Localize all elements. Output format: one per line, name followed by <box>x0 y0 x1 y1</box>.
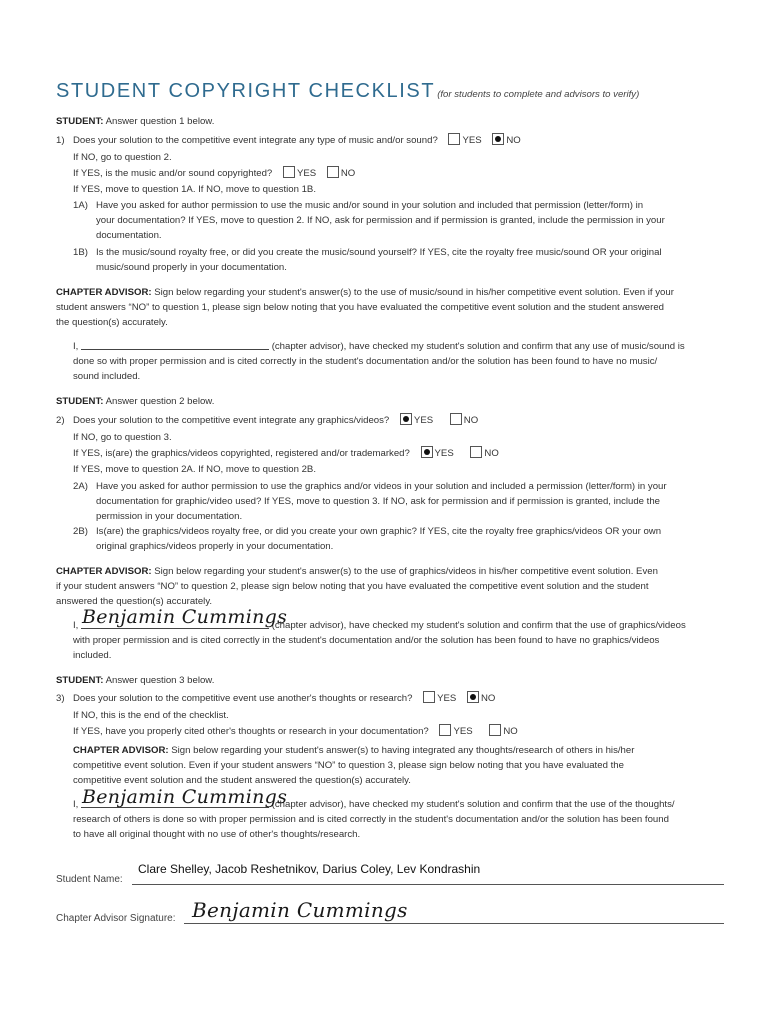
q1a-number: 1A) <box>73 200 88 211</box>
q1-question: Does your solution to the competitive event integrate any type of music and/or sound? <box>73 135 438 146</box>
q1-no-label: NO <box>506 135 521 146</box>
s1-student-instruction <box>56 114 214 130</box>
q3-no-label: NO <box>480 693 496 704</box>
q1-sub-yes-checkbox[interactable] <box>283 166 295 178</box>
q2a-line-2: documentation for graphic/video used? If YES, move to question 3. If NO, ask for permission and if permission is granted, include the <box>96 496 661 507</box>
s2-cert-text-1: (chapter advisor), have checked my student's solution and confirm that the use of graphics/videos <box>271 620 686 631</box>
s3-advisor-text-1: Sign below regarding your student's answer(s) to having integrated any thoughts/research of others in his/her <box>171 745 635 756</box>
q1-sub-yes-label: YES <box>296 168 317 179</box>
q2-number: 2) <box>56 415 65 426</box>
s1-cert-text-1: (chapter advisor), have checked my student's solution and confirm that any use of music/sound is <box>271 341 685 352</box>
student-label: STUDENT: <box>56 116 104 127</box>
q2-sub-no-checkbox[interactable] <box>470 446 482 458</box>
s2-advisor-line-3: answered the question(s) accurately. <box>56 596 213 607</box>
q1-yes-checkbox[interactable] <box>448 133 460 145</box>
student-label: STUDENT: <box>56 396 104 407</box>
s3-advisor-signature: Benjamin Cummings <box>82 786 288 808</box>
advisor-signature-label: Chapter Advisor Signature: <box>56 913 176 924</box>
s1-advisor-line-3: the question(s) accurately. <box>56 317 168 328</box>
s3-advisor-line-3: competitive event solution and the student answered the question(s) accurately. <box>73 775 411 786</box>
q2-if-yes-move: If YES, move to question 2A. If NO, move to question 2B. <box>73 464 316 475</box>
q2-yes-checkbox[interactable] <box>400 413 412 425</box>
s1-instruction-text: Answer question 1 below. <box>105 116 215 127</box>
q1-if-yes-move: If YES, move to question 1A. If NO, move to question 1B. <box>73 184 316 195</box>
q3-question: Does your solution to the competitive event use another's thoughts or research? <box>73 693 413 704</box>
q3-sub-no-label: NO <box>503 726 518 737</box>
q1a-line-2: your documentation? If YES, move to question 2. If NO, ask for permission and if permission is granted, include the permission in your <box>96 215 665 226</box>
q2b-line-1: Is(are) the graphics/videos royalty free, or did you create your own graphic? If YES, cite the royalty free graphics/videos OR your own <box>96 526 662 537</box>
q2a-number: 2A) <box>73 481 88 492</box>
student-label: STUDENT: <box>56 675 104 686</box>
s1-cert-i: I, <box>73 341 79 352</box>
q3-sub-no-checkbox[interactable] <box>489 724 501 736</box>
title-row <box>56 80 639 103</box>
q1-number: 1) <box>56 135 65 146</box>
q2a-line-1: Have you asked for author permission to use the graphics and/or videos in your solution and included a permission (letter/form) in your <box>96 481 667 492</box>
q2a-line-3: permission in your documentation. <box>96 511 243 522</box>
s2-student-instruction <box>56 394 214 410</box>
advisor-label: CHAPTER ADVISOR: <box>56 287 152 298</box>
s2-advisor-line-1 <box>56 564 658 580</box>
student-name-field[interactable] <box>132 884 724 885</box>
s3-cert-line-3: to have all original thought with no use of other's thoughts/research. <box>73 829 361 840</box>
q3-sub-yes-checkbox[interactable] <box>439 724 451 736</box>
s1-advisor-line-2: student answers “NO” to question 1, please sign below noting that you have evaluated the competitive event solution and the student answered <box>56 302 664 313</box>
q1-row <box>56 133 65 149</box>
q2b-number: 2B) <box>73 526 88 537</box>
s1-advisor-text-1: Sign below regarding your student's answer(s) to the use of music/sound in his/her competitive event solution. Even if your <box>154 287 674 298</box>
q2-sub-yes-label: YES <box>434 448 454 459</box>
q1-question-row <box>73 133 521 149</box>
q1b-line-1: Is the music/sound royalty free, or did you create the music/sound yourself? If YES, cite the royalty free music/sound OR your original <box>96 247 662 258</box>
q2-sub-question-row <box>73 446 499 462</box>
s3-cert-line-2: research of others is done so with proper permission and is cited correctly in the student's documentation and/or the solution has been found <box>73 814 669 825</box>
s3-instruction-text: Answer question 3 below. <box>105 675 215 686</box>
s2-advisor-signature: Benjamin Cummings <box>82 606 288 628</box>
q3-no-checkbox[interactable] <box>467 691 479 703</box>
q3-yes-checkbox[interactable] <box>423 691 435 703</box>
q2-question-row <box>73 413 478 429</box>
q3-sub-question: If YES, have you properly cited other's thoughts or research in your documentation? <box>73 726 429 737</box>
s2-advisor-line-2: if your student answers “NO” to question 2, please sign below noting that you have evaluated the competitive event solution and the student <box>56 581 649 592</box>
s2-cert-line-2: with proper permission and is cited correctly in the student's documentation and/or the solution has been found to have no graphics/videos <box>73 635 660 646</box>
s3-advisor-line-1 <box>73 743 634 759</box>
q1-if-no: If NO, go to question 2. <box>73 152 172 163</box>
s1-advisor-signature-blank[interactable] <box>81 349 269 350</box>
s2-advisor-text-1: Sign below regarding your student's answer(s) to the use of graphics/videos in his/her competitive event solution. Even <box>154 566 658 577</box>
s2-cert-line-3: included. <box>73 650 112 661</box>
s3-advisor-line-2: competitive event solution. Even if your student answers “NO” to question 3, please sign below noting that you have evaluated the <box>73 760 624 771</box>
s3-cert-text-1: (chapter advisor), have checked my student's solution and confirm that the use of the thoughts/ <box>271 799 675 810</box>
advisor-signature: Benjamin Cummings <box>192 898 408 922</box>
q3-if-no: If NO, this is the end of the checklist. <box>73 710 229 721</box>
s2-advisor-signature-blank[interactable] <box>81 628 269 629</box>
q1b-number: 1B) <box>73 247 88 258</box>
q1-yes-label: YES <box>462 135 482 146</box>
s3-student-instruction <box>56 673 214 689</box>
q1-sub-no-label: NO <box>340 168 356 179</box>
q2-if-no: If NO, go to question 3. <box>73 432 172 443</box>
q1-sub-no-checkbox[interactable] <box>327 166 339 178</box>
s2-instruction-text: Answer question 2 below. <box>105 396 215 407</box>
q3-number: 3) <box>56 693 65 704</box>
q2-question: Does your solution to the competitive event integrate any graphics/videos? <box>73 415 390 426</box>
s1-cert-line-2: done so with proper permission and is cited correctly in the student's documentation and/or the solution has been found to have no music/ <box>73 356 658 367</box>
student-names-value: Clare Shelley, Jacob Reshetnikov, Darius Coley, Lev Kondrashin <box>138 862 481 876</box>
page-subtitle: (for students to complete and advisors to verify) <box>437 89 640 100</box>
s3-cert-i: I, <box>73 799 79 810</box>
q1-no-checkbox[interactable] <box>492 133 504 145</box>
s1-cert-line-1 <box>73 339 685 355</box>
q1a-line-1: Have you asked for author permission to use the music and/or sound in your solution and included that permission (letter/form) in <box>96 200 644 211</box>
q3-question-row <box>73 691 495 707</box>
q1-sub-question: If YES, is the music and/or sound copyrighted? <box>73 168 273 179</box>
q2b-line-2: original graphics/videos properly in your documentation. <box>96 541 334 552</box>
q1-sub-question-row <box>73 166 355 182</box>
q2-no-label: NO <box>463 415 479 426</box>
q3-yes-label: YES <box>437 693 457 704</box>
s1-cert-line-3: sound included. <box>73 371 141 382</box>
q1a-line-3: documentation. <box>96 230 162 241</box>
q1b-line-2: music/sound properly in your documentation. <box>96 262 287 273</box>
advisor-signature-field[interactable] <box>184 923 724 924</box>
student-name-label: Student Name: <box>56 874 123 885</box>
q3-sub-yes-label: YES <box>453 726 473 737</box>
advisor-label: CHAPTER ADVISOR: <box>73 745 169 756</box>
s2-cert-i: I, <box>73 620 79 631</box>
q3-sub-question-row <box>73 724 518 740</box>
s1-advisor-line-1 <box>56 285 674 301</box>
q2-sub-no-label: NO <box>484 448 499 459</box>
q2-yes-label: YES <box>413 415 434 426</box>
q2-sub-yes-checkbox[interactable] <box>421 446 433 458</box>
q2-sub-question: If YES, is(are) the graphics/videos copyrighted, registered and/or trademarked? <box>73 448 410 459</box>
q2-no-checkbox[interactable] <box>450 413 462 425</box>
advisor-label: CHAPTER ADVISOR: <box>56 566 152 577</box>
page-title: STUDENT COPYRIGHT CHECKLIST <box>56 80 436 102</box>
